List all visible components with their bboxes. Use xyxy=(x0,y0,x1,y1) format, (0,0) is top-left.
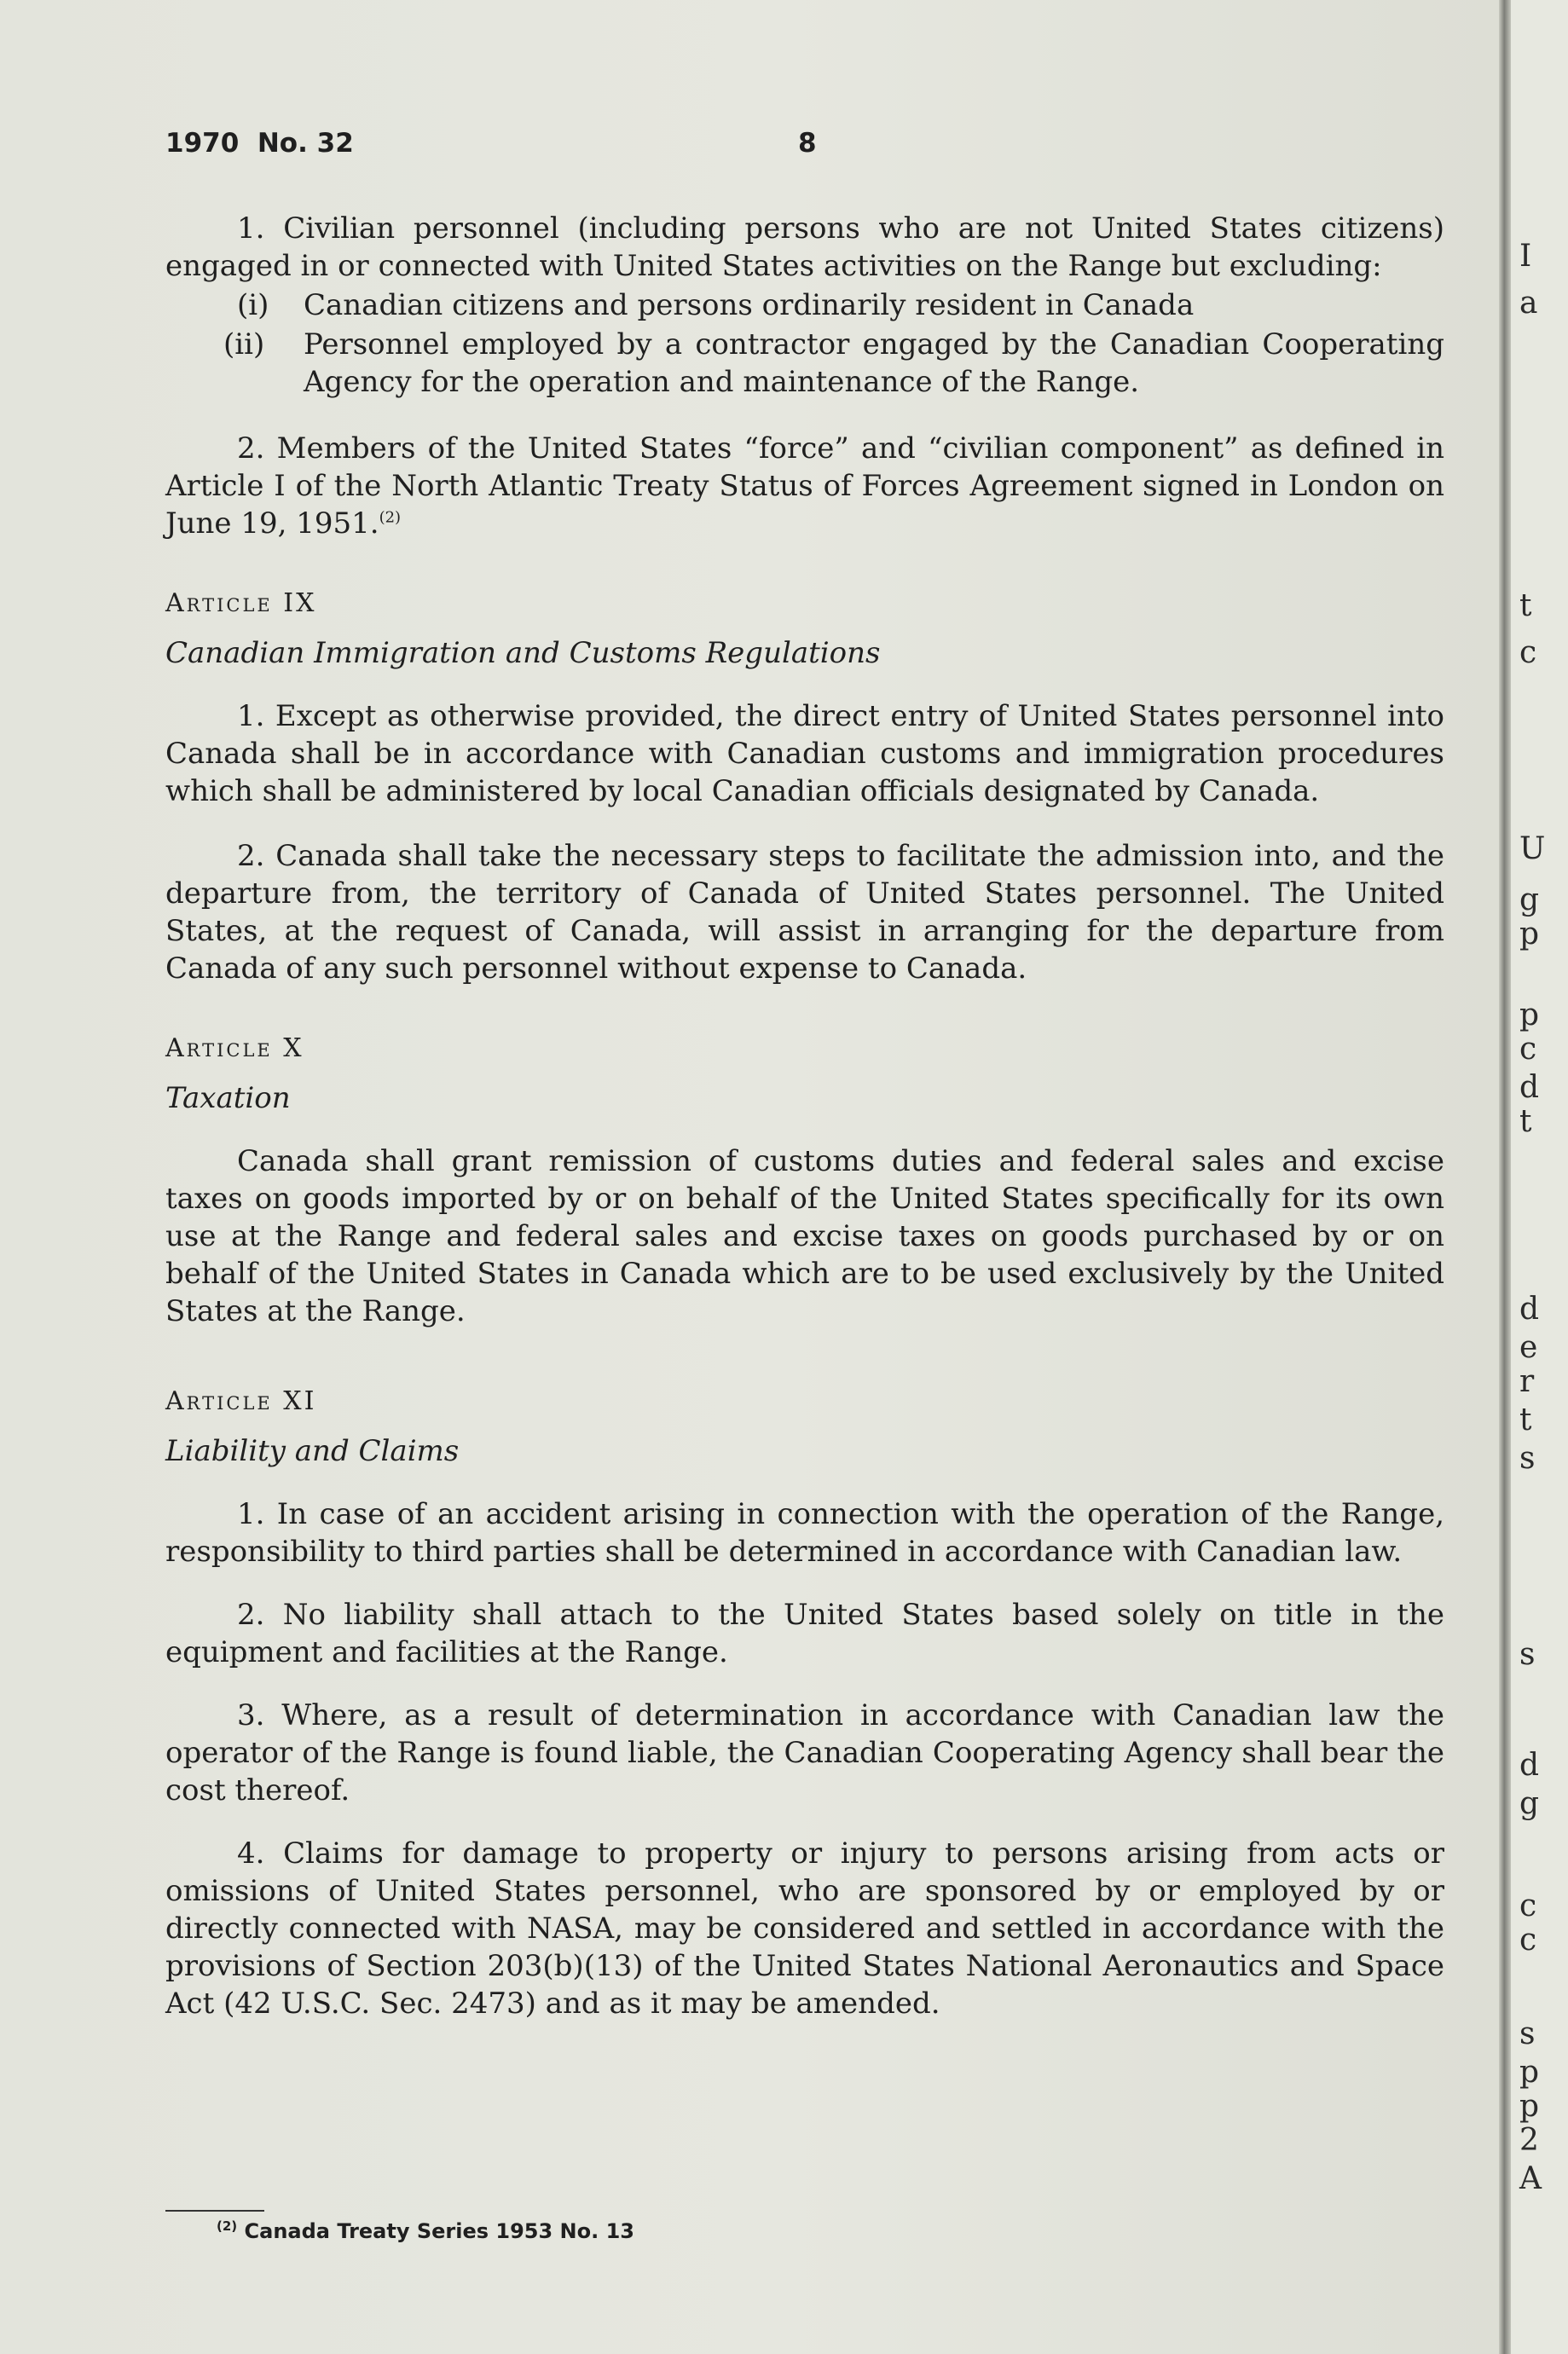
footnote-reference: (2) xyxy=(379,508,402,527)
facing-page-edge xyxy=(1511,0,1568,2354)
facing-page-letter: A xyxy=(1519,2161,1542,2196)
facing-page-letter: d xyxy=(1519,1292,1540,1327)
facing-page-letter: c xyxy=(1519,1888,1537,1923)
article-x-paragraph-1: Canada shall grant remission of customs duties and federal sales and excise taxes on goods imported by or on behalf of the United States specifically for its own use at the Range and federal sales and excise taxes on goods purchased by or on behalf of the United States in Canada which are to be used exclusively by the United States at the Range. xyxy=(165,1144,1444,1328)
facing-page-letter: U xyxy=(1519,831,1546,866)
footnote-divider xyxy=(165,2210,264,2212)
article-ix-paragraph-2: 2. Canada shall take the necessary steps to facilitate the admission into, and the departure from, the territory of Canada of United States personnel. The United States, at the request of Canada, will assist in arranging for the departure from Canada of any such personnel without expense to Canada. xyxy=(165,839,1444,986)
page-number: 8 xyxy=(798,128,817,159)
facing-page-letter: c xyxy=(1519,635,1537,670)
facing-page-letter: c xyxy=(1519,1032,1537,1067)
article-x-title: Taxation xyxy=(165,1081,291,1115)
facing-page-letter: g xyxy=(1519,882,1540,917)
facing-page-letter: c xyxy=(1519,1923,1537,1958)
article-ix-heading: Article IX xyxy=(165,588,317,618)
exclusion-item-i-text: Canadian citizens and persons ordinarily resident in Canada xyxy=(304,288,1195,322)
book-gutter xyxy=(1499,0,1511,2354)
intro-paragraph-1: 1. Civilian personnel (including persons who are not United States citizens) engaged in or connected with United States activities on the Range but excluding: xyxy=(165,211,1444,283)
facing-page-letter: t xyxy=(1519,588,1532,623)
article-xi-paragraph-3: 3. Where, as a result of determination in accordance with Canadian law the operator of the Range is found liable, the Canadian Cooperating Agency shall bear the cost thereof. xyxy=(165,1698,1444,1807)
intro-paragraph-2 xyxy=(165,430,1444,542)
article-x-heading: Article X xyxy=(165,1033,304,1063)
exclusion-item-ii-number: (ii) xyxy=(223,327,265,361)
facing-page-letter: 2 xyxy=(1519,2123,1539,2158)
exclusion-item-i xyxy=(165,286,1444,324)
facing-page-letter: t xyxy=(1519,1104,1532,1139)
exclusion-item-i-number: (i) xyxy=(237,288,269,322)
facing-page-letter: a xyxy=(1519,286,1538,321)
facing-page-letter: p xyxy=(1519,2055,1540,2090)
facing-page-letter: s xyxy=(1519,1441,1536,1476)
facing-page-letter: d xyxy=(1519,1070,1540,1105)
article-xi-paragraph-2: 2. No liability shall attach to the United States based solely on title in the equipment and facilities at the Range. xyxy=(165,1598,1444,1669)
article-xi-title: Liability and Claims xyxy=(165,1434,460,1468)
facing-page-letter: p xyxy=(1519,2089,1540,2124)
footnote xyxy=(217,2219,634,2243)
intro-paragraph-2-text: 2. Members of the United States “force” and “civilian component” as defined in Article I of the North Atlantic Treaty Status of Forces Agreement signed in London on June 19, 1951. xyxy=(165,431,1444,541)
facing-page-letter: e xyxy=(1519,1330,1538,1365)
facing-page-letter: t xyxy=(1519,1403,1532,1437)
facing-page-letter: p xyxy=(1519,917,1540,951)
article-ix-paragraph-1: 1. Except as otherwise provided, the direct entry of United States personnel into Canada shall be in accordance with Canadian customs and immigration procedures which shall be administered by local Canadian officials designated by Canada. xyxy=(165,699,1444,808)
article-xi-paragraph-4: 4. Claims for damage to property or injury to persons arising from acts or omissions of United States personnel, who are sponsored by or employed by or directly connected with NASA, may be considered and settled in accordance with the provisions of Section 203(b)(13) of the United States National Aeronautics and Space Act (42 U.S.C. Sec. 2473) and as it may be amended. xyxy=(165,1836,1444,2021)
body-text xyxy=(165,210,1444,2022)
facing-page-letter: s xyxy=(1519,2016,1536,2051)
exclusion-item-ii xyxy=(165,326,1444,401)
footnote-text: Canada Treaty Series 1953 No. 13 xyxy=(244,2219,634,2243)
facing-page-letter: p xyxy=(1519,998,1540,1032)
facing-page-letter: d xyxy=(1519,1748,1540,1783)
facing-page-letter: s xyxy=(1519,1637,1536,1672)
publication-number: 1970 No. 32 xyxy=(165,128,354,159)
exclusion-item-ii-text: Personnel employed by a contractor engaged by the Canadian Cooperating Agency for the operation and maintenance of the Range. xyxy=(304,327,1444,399)
article-xi-paragraph-1: 1. In case of an accident arising in connection with the operation of the Range, responsibility to third parties shall be determined in accordance with Canadian law. xyxy=(165,1497,1444,1569)
article-xi-heading: Article XI xyxy=(165,1386,317,1416)
footnote-marker: (2) xyxy=(217,2218,238,2234)
facing-page-letter: g xyxy=(1519,1786,1540,1821)
facing-page-letter: r xyxy=(1519,1364,1535,1399)
article-ix-title: Canadian Immigration and Customs Regulations xyxy=(165,636,881,670)
facing-page-letter: I xyxy=(1519,239,1532,274)
